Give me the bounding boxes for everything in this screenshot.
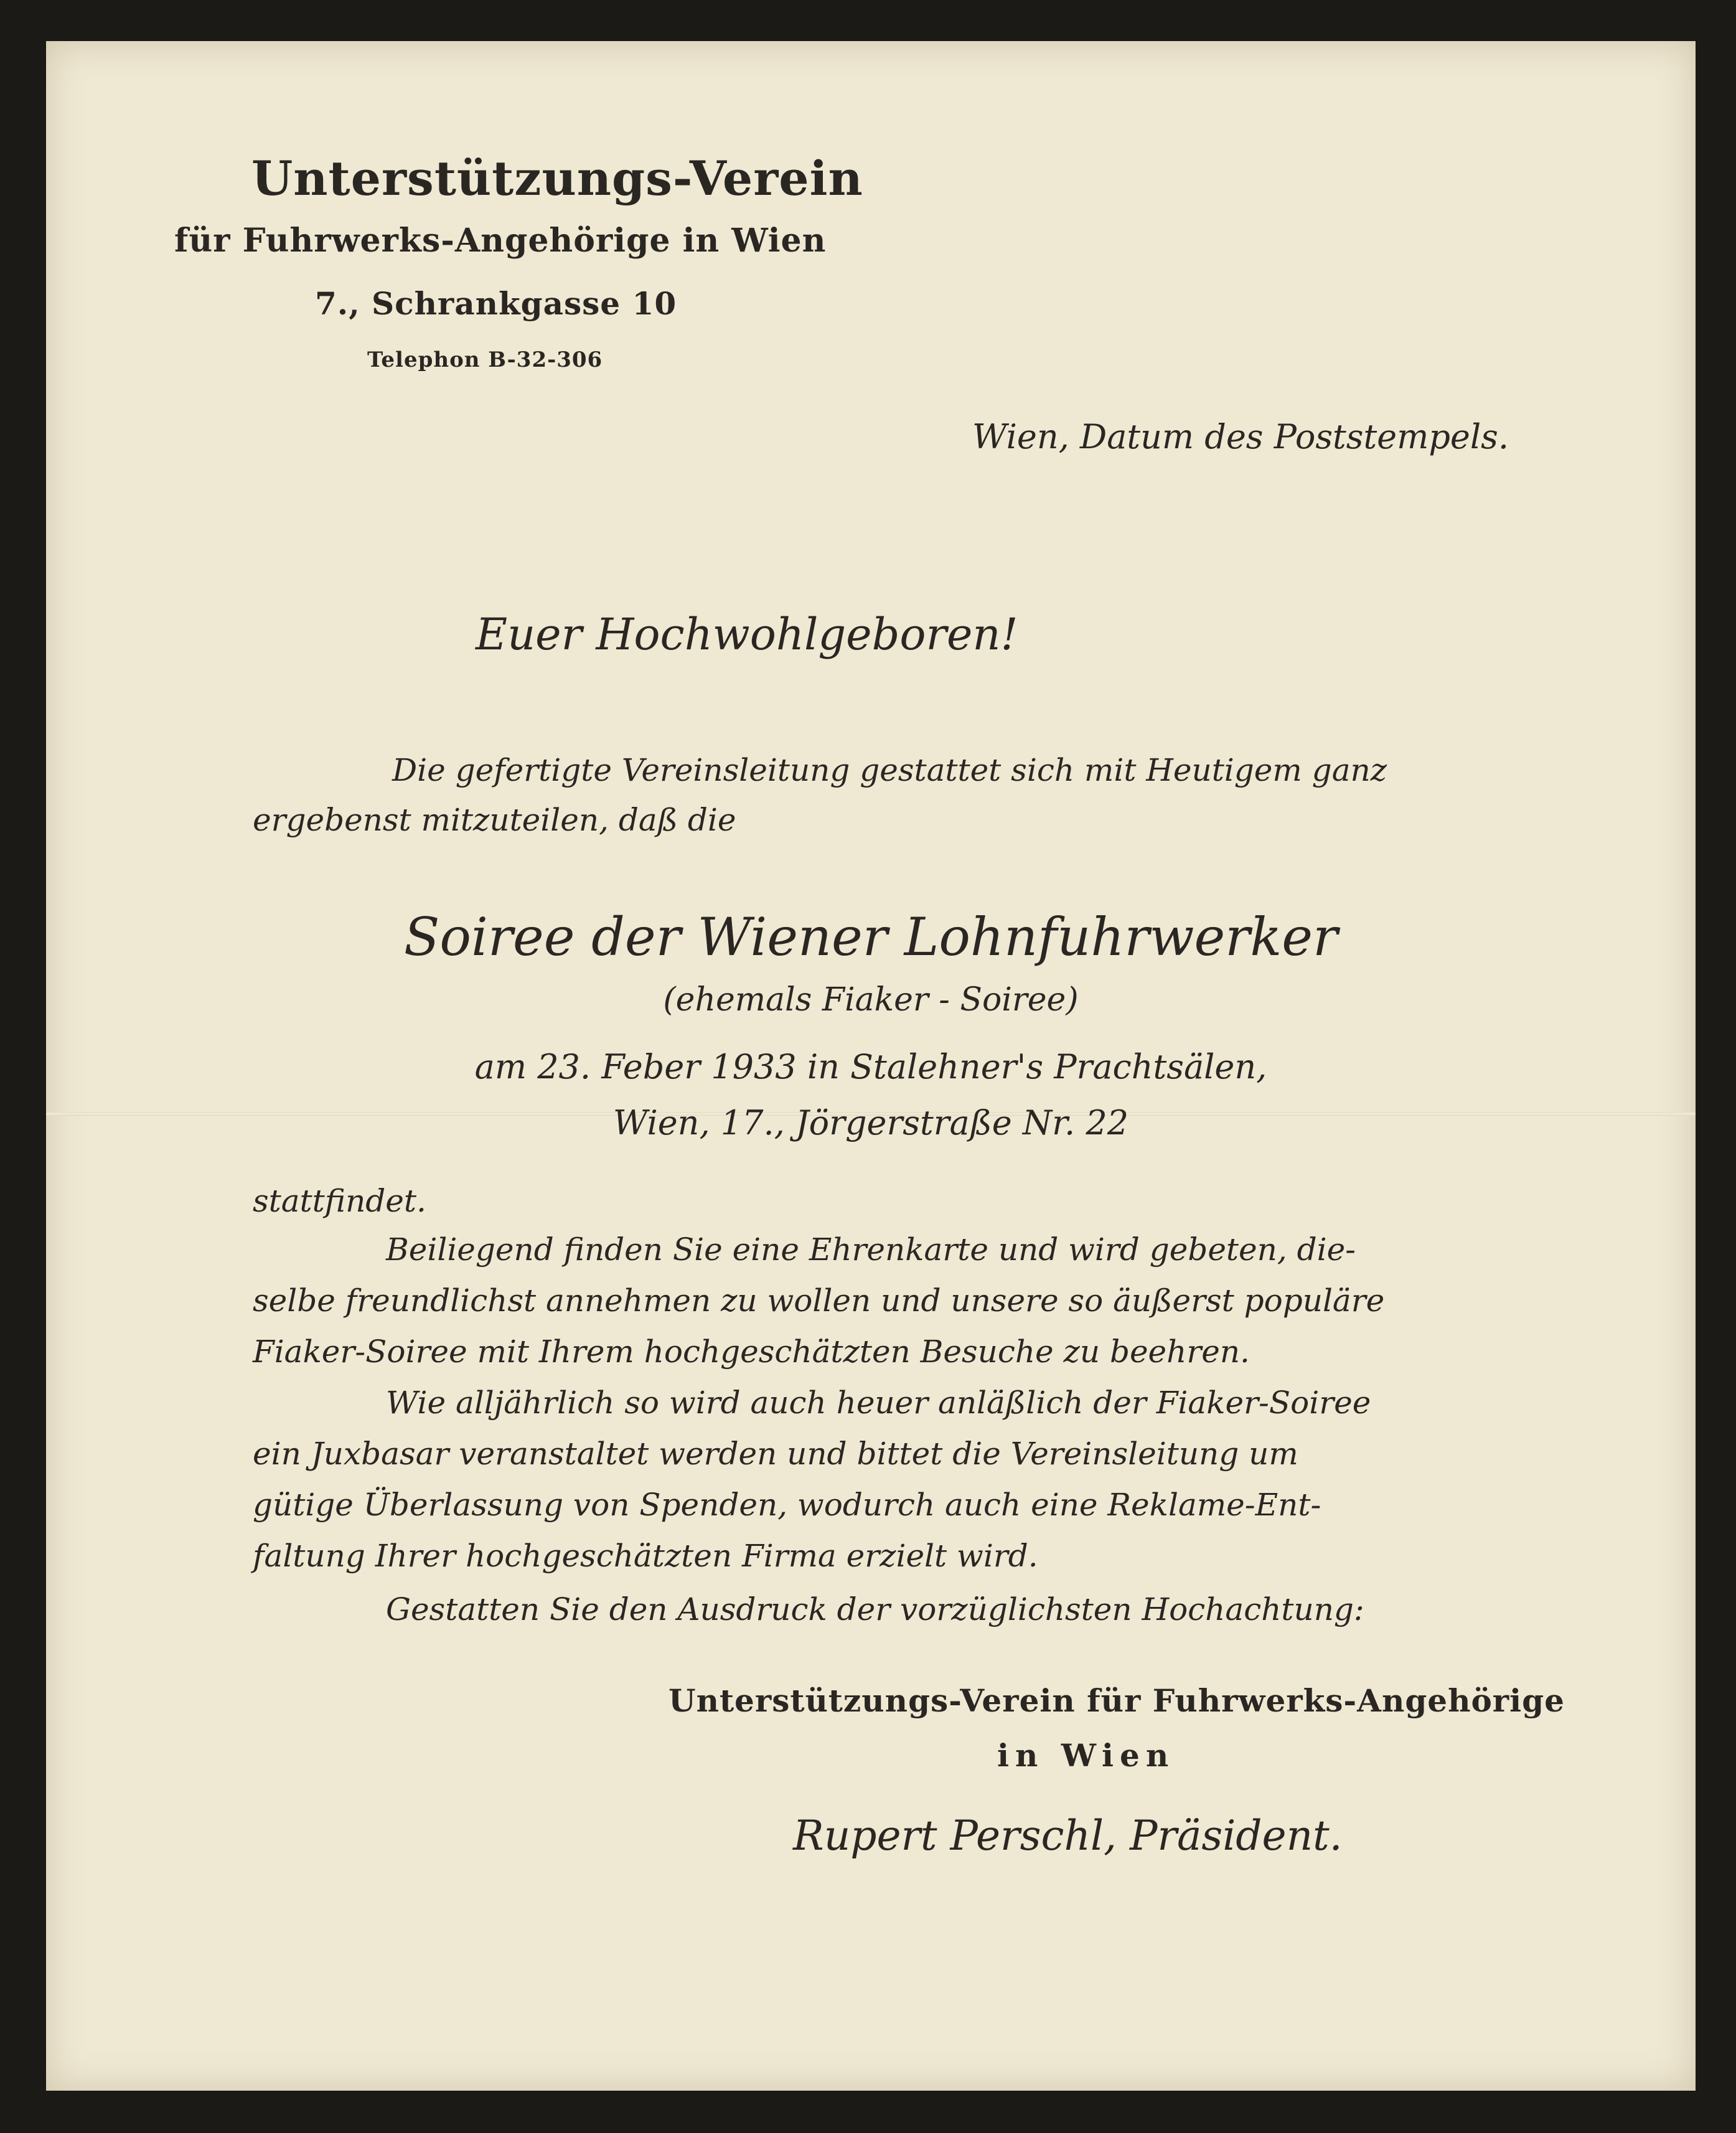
event-subtitle: (ehemals Fiaker - Soiree) xyxy=(663,981,1079,1019)
body-line: Fiaker-Soiree mit Ihrem hochgeschätzten Besuche zu beehren. xyxy=(253,1334,1250,1370)
body-line: gütige Überlassung von Spenden, wodurch auch eine Reklame-Ent- xyxy=(253,1487,1321,1523)
signature-org-line-1: Unterstützungs-Verein für Fuhrwerks-Angehörige xyxy=(669,1682,1565,1719)
event-address: Wien, 17., Jörgerstraße Nr. 22 xyxy=(612,1103,1129,1142)
signature-signer: Rupert Perschl, Präsident. xyxy=(793,1812,1343,1860)
date-line: Wien, Datum des Poststempels. xyxy=(972,417,1509,456)
signature-org-line-2: in Wien xyxy=(997,1737,1175,1774)
body-line: Wie alljährlich so wird auch heuer anläßlich der Fiaker-Soiree xyxy=(386,1385,1371,1421)
closing-line: Gestatten Sie den Ausdruck der vorzüglichsten Hochachtung: xyxy=(386,1591,1364,1627)
letterhead-address: 7., Schrankgasse 10 xyxy=(315,285,677,322)
letterhead-org-name: Unterstützungs-Verein xyxy=(251,151,863,206)
letterhead-phone: Telephon B-32-306 xyxy=(367,347,603,372)
body-line: ein Juxbasar veranstaltet werden und bittet die Vereinsleitung um xyxy=(253,1436,1298,1472)
event-title: Soiree der Wiener Lohnfuhrwerker xyxy=(403,906,1338,968)
letterhead-org-sub: für Fuhrwerks-Angehörige in Wien xyxy=(174,222,827,260)
salutation: Euer Hochwohlgeboren! xyxy=(476,609,1018,660)
intro-line-2: ergebenst mitzuteilen, daß die xyxy=(253,802,736,838)
intro-line-1: Die gefertigte Vereinsleitung gestattet sich mit Heutigem ganz xyxy=(392,752,1387,788)
body-line: stattfindet. xyxy=(253,1183,426,1219)
body-line: faltung Ihrer hochgeschätzten Firma erzielt wird. xyxy=(253,1538,1038,1574)
event-date-venue: am 23. Feber 1933 in Stalehner's Prachtsälen, xyxy=(474,1047,1267,1086)
body-line: Beiliegend finden Sie eine Ehrenkarte und wird gebeten, die- xyxy=(386,1231,1356,1268)
body-line: selbe freundlichst annehmen zu wollen und unsere so äußerst populäre xyxy=(253,1283,1385,1319)
letter-page xyxy=(46,41,1696,2091)
